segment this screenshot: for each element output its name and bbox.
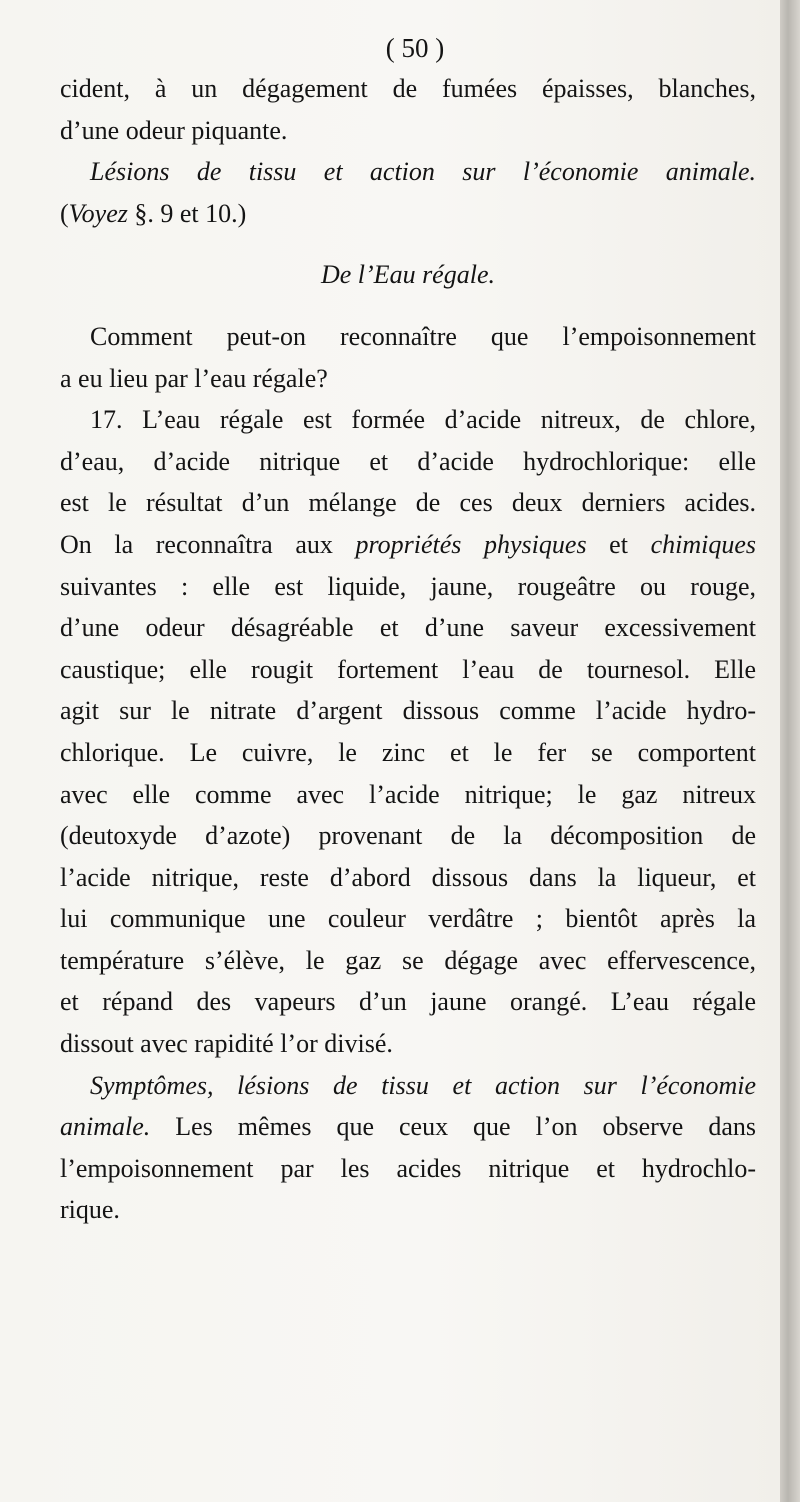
paragraph-line: lui communique une couleur verdâtre ; bientôt après la (60, 904, 756, 934)
question-line: a eu lieu par l’eau régale? (60, 363, 328, 393)
paragraph-line: avec elle comme avec l’acide nitrique; le gaz nitreux (60, 779, 756, 809)
paragraph-line: d’une odeur désagréable et d’une saveur excessivement (60, 613, 756, 643)
paragraph-line: agit sur le nitrate d’argent dissous comme l’acide hydro- (60, 696, 756, 726)
paragraph-line: On la reconnaîtra aux propriétés physiques et chimiques (60, 529, 756, 559)
text-line: (Voyez §. 9 et 10.) (60, 198, 247, 228)
paragraph-line: suivantes : elle est liquide, jaune, rougeâtre ou rouge, (60, 571, 756, 601)
paragraph-line: dissout avec rapidité l’or divisé. (60, 1029, 393, 1059)
page-number: ( 50 ) (385, 33, 445, 63)
paragraph-line: est le résultat d’un mélange de ces deux derniers acides. (60, 488, 756, 518)
question-line: Comment peut-on reconnaître que l’empoisonnement (90, 321, 756, 351)
paragraph-line: 17. L’eau régale est formée d’acide nitreux, de chlore, (90, 405, 756, 435)
symptoms-line: l’empoisonnement par les acides nitrique et hydrochlo- (60, 1153, 756, 1183)
paragraph-line: température s’élève, le gaz se dégage avec effervescence, (60, 945, 756, 975)
symptoms-italic: Symptômes, lésions de tissu et action sur l’économie (90, 1070, 756, 1100)
voyez-italic: Voyez (68, 198, 128, 228)
paragraph-line: d’eau, d’acide nitrique et d’acide hydrochlorique: elle (60, 446, 756, 476)
paragraph-line: (deutoxyde d’azote) provenant de la décomposition de (60, 821, 756, 851)
text-line: d’une odeur piquante. (60, 115, 288, 145)
symptoms-italic-tail: animale. (60, 1112, 151, 1142)
paragraph-line: l’acide nitrique, reste d’abord dissous dans la liqueur, et (60, 862, 756, 892)
text-line: cident, à un dégagement de fumées épaisses, blanches, (60, 74, 756, 103)
italic-term: propriétés physiques (355, 529, 587, 559)
symptoms-line (60, 1065, 756, 1107)
section-heading: De l’Eau régale. (320, 260, 495, 290)
paragraph-line: chlorique. Le cuivre, le zinc et le fer se comportent (60, 737, 756, 767)
page-edge-shadow (780, 0, 800, 1502)
symptoms-line: rique. (60, 1195, 120, 1225)
symptoms-line: animale. Les mêmes que ceux que l’on observe dans (60, 1112, 756, 1142)
paragraph-line: et répand des vapeurs d’un jaune orangé. L’eau régale (60, 987, 756, 1017)
italic-term: chimiques (650, 529, 756, 559)
page-text (60, 28, 756, 1231)
paragraph-line: caustique; elle rougit fortement l’eau de tournesol. Elle (60, 654, 756, 684)
section-lead-italic: Lésions de tissu et action sur l’économie animale. (90, 157, 756, 187)
